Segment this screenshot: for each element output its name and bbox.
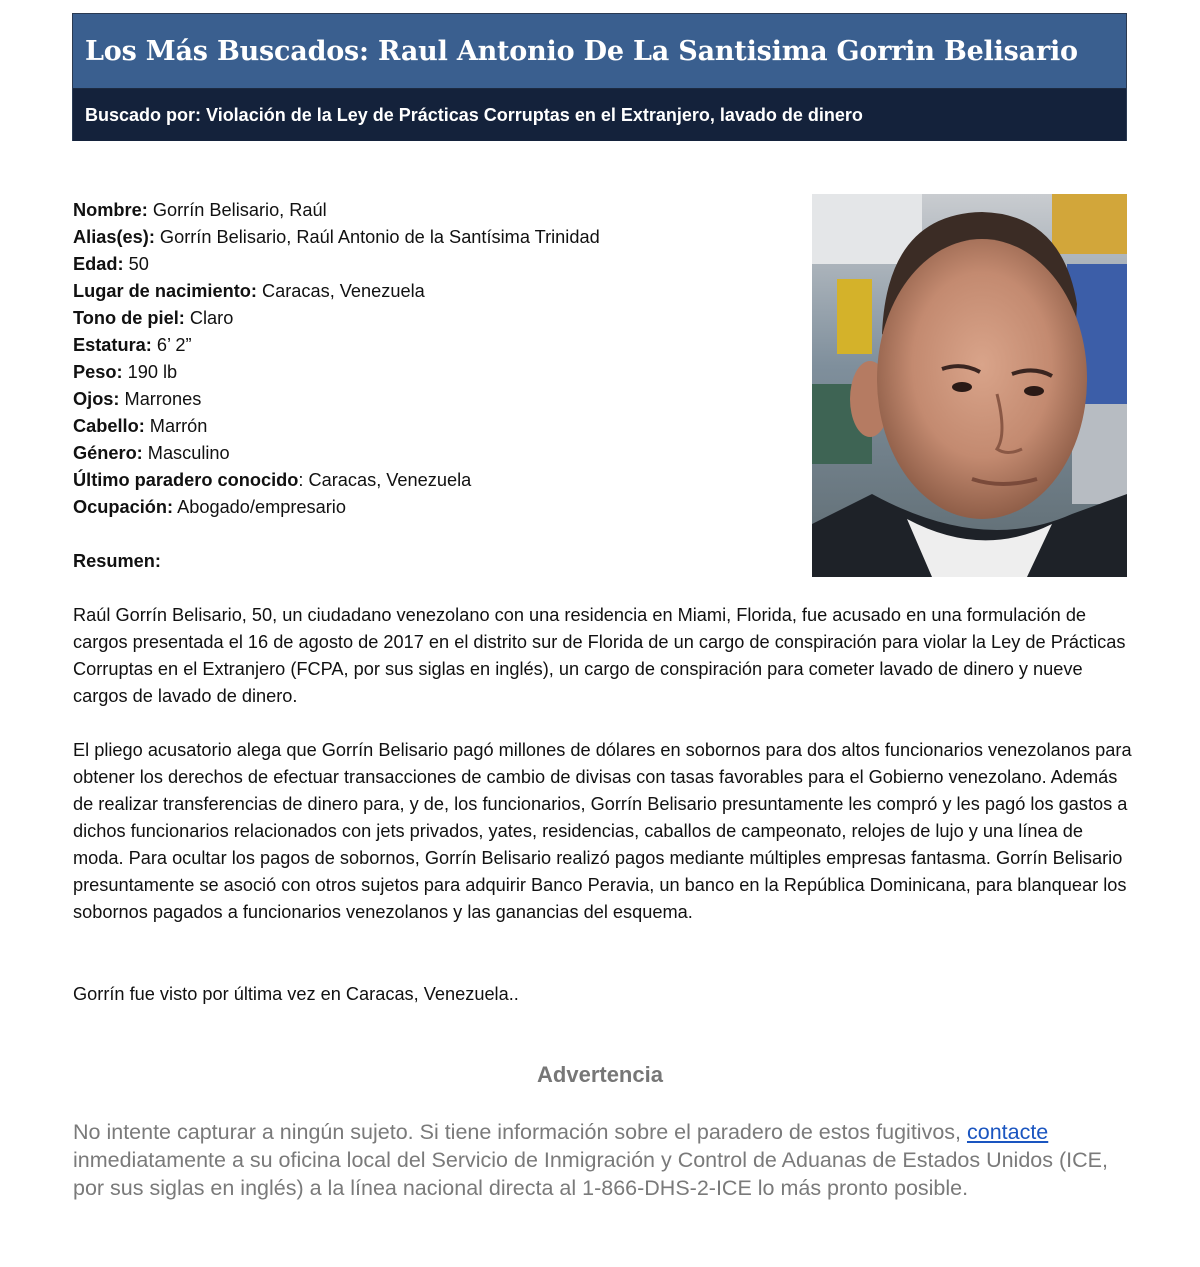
title-band: [73, 14, 1126, 89]
page-header: [72, 13, 1127, 141]
subject-photo: [812, 194, 1127, 577]
wanted-for-subtitle: Buscado por: Violación de la Ley de Prácticas Corruptas en el Extranjero, lavado de dinero: [85, 104, 863, 125]
fact-value: 50: [123, 254, 149, 274]
summary-paragraph-1: Raúl Gorrín Belisario, 50, un ciudadano venezolano con una residencia en Miami, Florida, fue acusado en una formulación de cargos presentada el 16 de agosto de 2017 en el distrito sur de Florida de un cargo de conspiración para violar la Ley de Prácticas Corruptas en el Extranjero (FCPA, por sus siglas en inglés), un cargo de conspiración para cometer lavado de dinero y nueve cargos de lavado de dinero.: [73, 605, 1126, 706]
fact-gender: [73, 440, 793, 467]
summary-paragraph-3: Gorrín fue visto por última vez en Caracas, Venezuela..: [73, 984, 519, 1004]
fact-list: [73, 197, 793, 521]
fact-label: Ocupación:: [73, 497, 174, 517]
fact-value: Abogado/empresario: [173, 497, 346, 517]
warning-text-before: No intente capturar a ningún sujeto. Si tiene información sobre el paradero de estos fugitivos,: [73, 1120, 967, 1144]
fact-value: Gorrín Belisario, Raúl Antonio de la Santísima Trinidad: [154, 227, 600, 247]
fact-label: Edad:: [73, 254, 124, 274]
fact-label: Peso:: [73, 362, 123, 382]
fact-hair: [73, 413, 793, 440]
fact-value: Gorrín Belisario, Raúl: [147, 200, 327, 220]
fact-weight: [73, 359, 793, 386]
portrait-image: [812, 194, 1127, 577]
page-title: Los Más Buscados: Raul Antonio De La Santisima Gorrin Belisario: [85, 35, 1078, 67]
fact-value: : Caracas, Venezuela: [298, 470, 472, 490]
contact-link[interactable]: contacte: [966, 1120, 1049, 1144]
fact-label: Alias(es):: [73, 227, 155, 247]
fact-eyes: [73, 386, 793, 413]
fact-label: Nombre:: [73, 200, 148, 220]
summary-paragraph-2: El pliego acusatorio alega que Gorrín Belisario pagó millones de dólares en sobornos para dos altos funcionarios venezolanos para obtener los derechos de efectuar transacciones de cambio de divisas con tasas favorables para el Gobierno venezolano. Además de realizar transferencias de dinero para, y de, los funcionarios, Gorrín Belisario presuntamente les compró y les pagó los gastos a dichos funcionarios relacionados con jets privados, yates, residencias, caballos de campeonato, relojes de lujo y una línea de moda. Para ocultar los pagos de sobornos, Gorrín Belisario realizó pagos mediante múltiples empresas fantasma. Gorrín Belisario presuntamente se asoció con otros sujetos para adquirir Banco Peravia, un banco en la República Dominicana, para blanquear los sobornos pagados a funcionarios venezolanos y las ganancias del esquema.: [73, 740, 1132, 922]
fact-value: 6’ 2”: [151, 335, 192, 355]
warning-text: [73, 1118, 1133, 1202]
fact-label: Ojos:: [73, 389, 120, 409]
fact-name: [73, 197, 793, 224]
fact-age: [73, 251, 793, 278]
fact-label: Lugar de nacimiento:: [73, 281, 257, 301]
fact-last-known-location: [73, 467, 793, 494]
fact-birthplace: [73, 278, 793, 305]
fact-value: Claro: [184, 308, 234, 328]
fact-label: Último paradero conocido: [73, 470, 299, 490]
summary-heading: Resumen:: [73, 551, 161, 571]
fact-label: Género:: [73, 443, 143, 463]
fact-occupation: [73, 494, 793, 521]
warning-text-after: inmediatamente a su oficina local del Servicio de Inmigración y Control de Aduanas de Estados Unidos (ICE, por sus siglas en inglés) a la línea nacional directa al 1-866-DHS-2-ICE lo más pronto posible.: [73, 1148, 1108, 1200]
fact-height: [73, 332, 793, 359]
fact-aliases: [73, 224, 793, 251]
fact-value: 190 lb: [122, 362, 178, 382]
fact-skin-tone: [73, 305, 793, 332]
fact-value: Marrón: [144, 416, 208, 436]
fact-label: Tono de piel:: [73, 308, 185, 328]
subtitle-band: [73, 89, 1126, 141]
warning-heading: Advertencia: [537, 1062, 663, 1087]
fact-label: Estatura:: [73, 335, 152, 355]
fact-value: Caracas, Venezuela: [256, 281, 425, 301]
fact-value: Marrones: [119, 389, 202, 409]
fact-label: Cabello:: [73, 416, 145, 436]
fact-value: Masculino: [142, 443, 230, 463]
